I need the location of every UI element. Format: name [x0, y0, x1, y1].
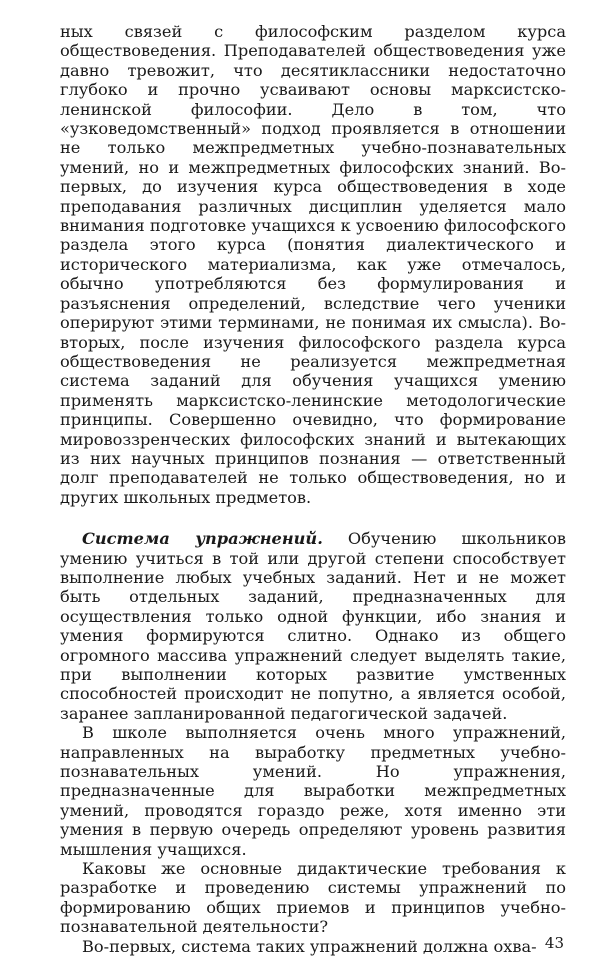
paragraph-exercises: В школе выполняется очень много упражнений, направленных на выработку предметных учебно-познавательных умений. Но упражнения, предназначенные для выработки межпредметных умений, проводятся гораздо реже, хотя именно эти умения в первую очередь определяют уровень развития мышления учащихся.: [60, 723, 566, 859]
paragraph-final-line: Во-первых, система таких упражнений должна охва-: [82, 936, 537, 956]
page-text-block: [60, 22, 566, 956]
paragraph-continuation: ных связей с философским разделом курса обществоведения. Преподавателей обществоведения уже давно тревожит, что десятиклассники недостаточно глубоко и прочно усваивают основы марксистско-ленинской философии. Дело в том, что «узковедомственный» подход проявляется в отношении не только межпредметных учебно-познавательных умений, но и межпредметных философских знаний. Во-первых, до изучения курса обществоведения в ходе преподавания различных дисциплин уделяется мало внимания подготовке учащихся к усвоению философского раздела этого курса (понятия диалектического и исторического материализма, как уже отмечалось, обычно употребляются без формулирования и разъяснения определений, вследствие чего ученики оперируют этими терминами, не понимая их смысла). Во-вторых, после изучения философского раздела курса обществоведения не реализуется межпредметная система заданий для обучения учащихся умению применять марксистско-ленинские методологические принципы. Совершенно очевидно, что формирование мировоззренческих философских знаний и вытекающих из них научных принципов познания — ответственный долг преподавателей не только обществоведения, но и других школьных предметов.: [60, 22, 566, 507]
section-paragraph-text: Обучению школьников умению учиться в той или другой степени способствует выполнение любых учебных заданий. Нет и не может быть отдельных заданий, предназначенных для осуществления только одной функции, ибо знания и умения формируются слитно. Однако из общего огромного массива упражнений следует выделять такие, при выполнении которых развитие умственных способностей происходит не попутно, а является особой, заранее запланированной педагогической задачей.: [60, 529, 566, 723]
section-paragraph: [60, 529, 566, 723]
page-number: 43: [544, 934, 564, 952]
paragraph-question: Каковы же основные дидактические требования к разработке и проведению системы упражнений по формированию общих приемов и принципов учебно-познавательной деятельности?: [60, 859, 566, 937]
section-heading: Система упражнений.: [82, 529, 323, 549]
